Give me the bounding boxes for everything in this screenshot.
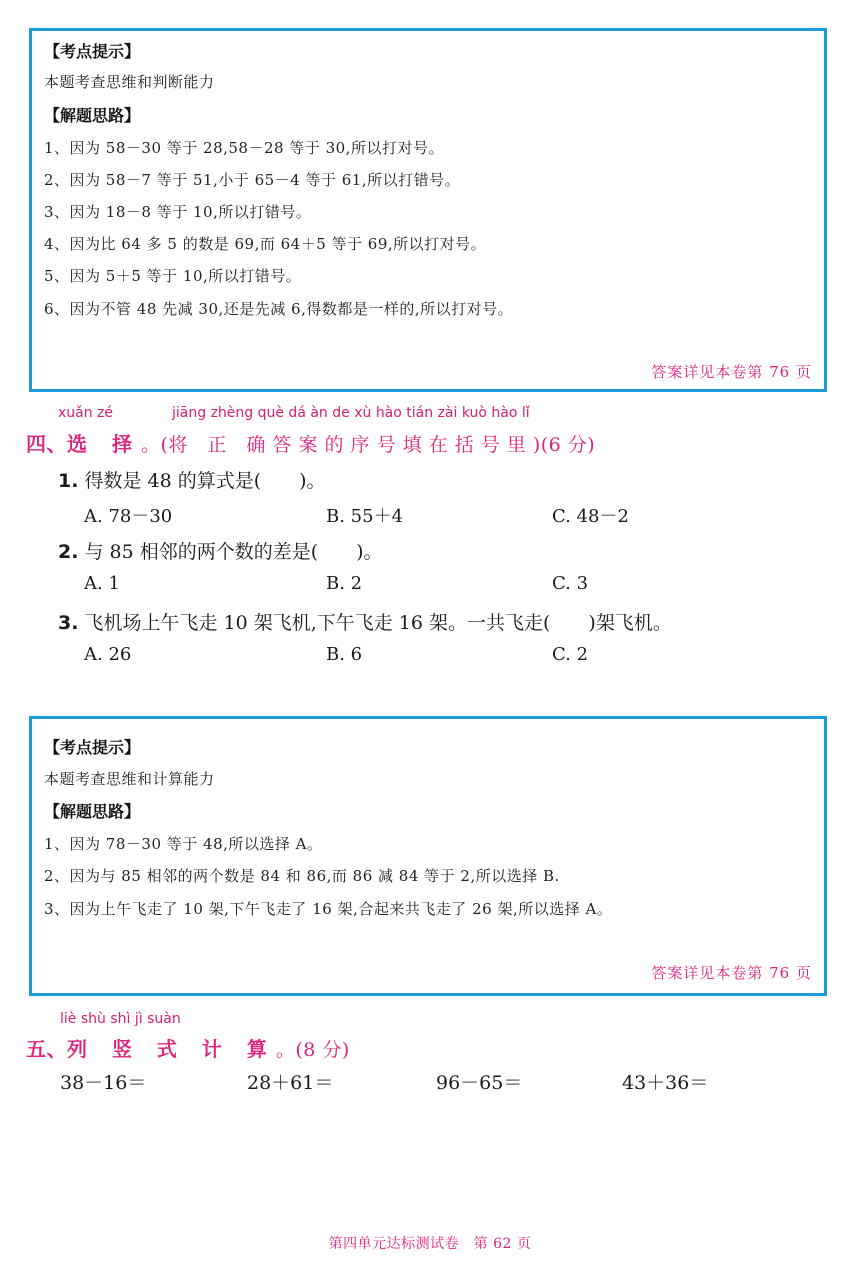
idea-line: 4、因为比 64 多 5 的数是 69,而 64＋5 等于 69,所以打对号。 [44,235,487,253]
section-name: 列 竖 式 计 算 [67,1037,276,1061]
question-3 [58,608,672,635]
section-instruction: 。(8 分) [275,1039,350,1061]
pinyin-select: xuǎn zé [58,405,114,421]
option-a: A. 1 [84,573,120,594]
idea-line: 3、因为 18－8 等于 10,所以打错号。 [44,203,312,221]
idea-line: 1、因为 58－30 等于 28,58－28 等于 30,所以打对号。 [44,139,444,157]
question-1 [58,466,326,493]
page-footer: 第四单元达标测试卷 第 62 页 [328,1236,532,1252]
idea-line: 1、因为 78－30 等于 48,所以选择 A。 [44,835,323,853]
question-text: 得数是 48 的算式是( )。 [84,470,326,492]
question-number: 1. [58,470,79,492]
section-title-calc [26,1033,350,1062]
hint-label: 【考点提示】 [44,42,141,61]
option-b: B. 6 [326,644,363,665]
answer-reference: 答案详见本卷第 76 页 [651,363,812,381]
hint-label: 【考点提示】 [44,738,141,757]
idea-line: 2、因为 58－7 等于 51,小于 65－4 等于 61,所以打错号。 [44,171,461,189]
hint-box-calculation [29,716,827,996]
section-title-choice [26,428,595,457]
hint-box-judgement [29,28,827,392]
option-c: C. 2 [552,644,589,665]
question-text: 与 85 相邻的两个数的差是( )。 [84,541,383,563]
idea-line: 2、因为与 85 相邻的两个数是 84 和 86,而 86 减 84 等于 2,所以选择 B. [44,867,560,885]
calc-item: 28＋61＝ [247,1072,334,1094]
pinyin-instruction: jiāng zhèng què dá àn de xù hào tián zài kuò hào lǐ [172,405,530,421]
answer-reference: 答案详见本卷第 76 页 [651,964,812,982]
option-a: A. 26 [84,644,132,665]
option-c: C. 48－2 [552,506,629,527]
pinyin-calc: liè shù shì jì suàn [60,1011,181,1027]
section-number: 四、 [26,432,67,456]
idea-label: 【解题思路】 [44,106,141,125]
option-b: B. 55＋4 [326,506,404,527]
idea-label: 【解题思路】 [44,802,141,821]
idea-line: 3、因为上午飞走了 10 架,下午飞走了 16 架,合起来共飞走了 26 架,所以选择 A。 [44,900,613,918]
idea-line: 6、因为不管 48 先减 30,还是先减 6,得数都是一样的,所以打对号。 [44,300,514,318]
calc-item: 43＋36＝ [622,1072,709,1094]
question-2 [58,537,383,564]
question-number: 3. [58,612,79,634]
section-instruction: 。(将 正 确 答 案 的 序 号 填 在 括 号 里 )(6 分) [140,434,596,456]
option-b: B. 2 [326,573,363,594]
calc-item: 38－16＝ [60,1072,147,1094]
option-c: C. 3 [552,573,589,594]
section-number: 五、 [26,1037,67,1061]
hint-text: 本题考查思维和判断能力 [44,73,215,91]
question-text: 飞机场上午飞走 10 架飞机,下午飞走 16 架。一共飞走( )架飞机。 [84,612,672,634]
question-number: 2. [58,541,79,563]
idea-line: 5、因为 5＋5 等于 10,所以打错号。 [44,267,302,285]
calc-item: 96－65＝ [436,1072,523,1094]
section-name: 选 择 [67,432,141,456]
hint-text: 本题考查思维和计算能力 [44,770,215,788]
option-a: A. 78－30 [84,506,173,527]
